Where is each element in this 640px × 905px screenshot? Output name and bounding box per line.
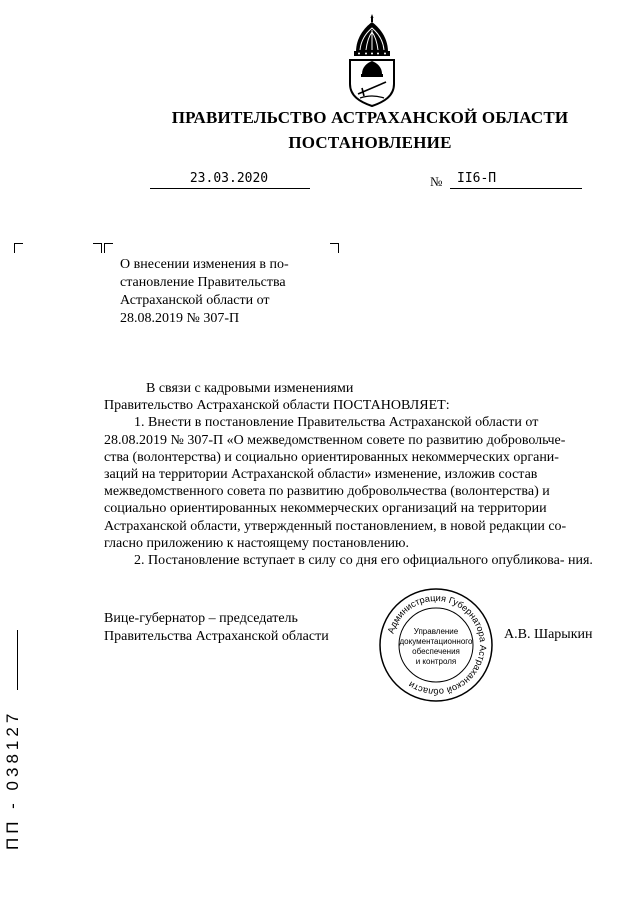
signatory-name: А.В. Шарыкин: [504, 627, 593, 642]
item1-line: заций на территории Астраханской области» изменение, изложив состав: [104, 467, 538, 483]
signatory-position-line: Вице-губернатор – председатель: [104, 611, 298, 626]
official-stamp: [378, 587, 494, 703]
coat-of-arms-icon: [342, 12, 402, 108]
stamp-center-line: и контроля: [415, 657, 457, 666]
corner-mark-subject-left-b: [104, 243, 113, 253]
item1-line: Астраханской области, утвержденный постановлением, в новой редакции со-: [104, 518, 567, 534]
item1-line: социально ориентированных некоммерческих организаций на территории: [104, 501, 547, 517]
item1-line: межведомственного совета по развитию добровольчества (волонтерства) и: [104, 484, 550, 500]
stamp-center-line: обеспечения: [412, 647, 460, 656]
document-type-title: ПОСТАНОВЛЕНИЕ: [288, 133, 452, 152]
corner-mark-subject-right: [330, 243, 339, 253]
subject-block: [120, 256, 312, 328]
stamp-center-line: документационного: [399, 637, 473, 646]
signatory-position-line: Правительства Астраханской области: [104, 628, 329, 644]
stamp-ring-text: Администрация Губернатора Астраханской области: [385, 592, 489, 698]
corner-mark-subject-left-a: [93, 243, 102, 253]
number-underline: [450, 188, 582, 189]
body-intro-line: Правительство Астраханской области ПОСТАНОВЛЯЕТ:: [104, 398, 450, 414]
item1-line: ства (волонтерства) и социально ориентированных некоммерческих органи-: [104, 449, 559, 465]
item1-line: 1. Внести в постановление Правительства Астраханской области от: [134, 415, 539, 431]
body-intro-line: В связи с кадровыми изменениями: [146, 381, 354, 396]
stamp-center-line: Управление: [413, 627, 459, 636]
item1-line: гласно приложению к настоящему постановлению.: [104, 535, 410, 551]
subject-line: Астраханской области от: [120, 293, 270, 308]
item2-line: 2. Постановление вступает в силу со дня его официального опубликова-: [134, 553, 565, 569]
organization-title: ПРАВИТЕЛЬСТВО АСТРАХАНСКОЙ ОБЛАСТИ: [171, 108, 569, 127]
document-number: II6-П: [457, 171, 497, 186]
resolution-body: [104, 380, 608, 569]
subject-line: О внесении изменения в по-: [120, 257, 289, 272]
signatory-position: [104, 610, 364, 645]
subject-line: становление Правительства: [120, 275, 286, 290]
corner-mark-left: [14, 243, 23, 253]
item1-line: 28.08.2019 № 307-П «О межведомственном совете по развитию добровольче-: [104, 432, 566, 448]
subject-line: 28.08.2019 № 307-П: [120, 311, 240, 326]
number-sign: №: [430, 174, 443, 189]
document-date: 23.03.2020: [189, 171, 269, 186]
date-underline: [150, 188, 310, 189]
item2-line: ния.: [567, 553, 593, 569]
form-serial-number: ПП - 038127: [3, 709, 22, 850]
